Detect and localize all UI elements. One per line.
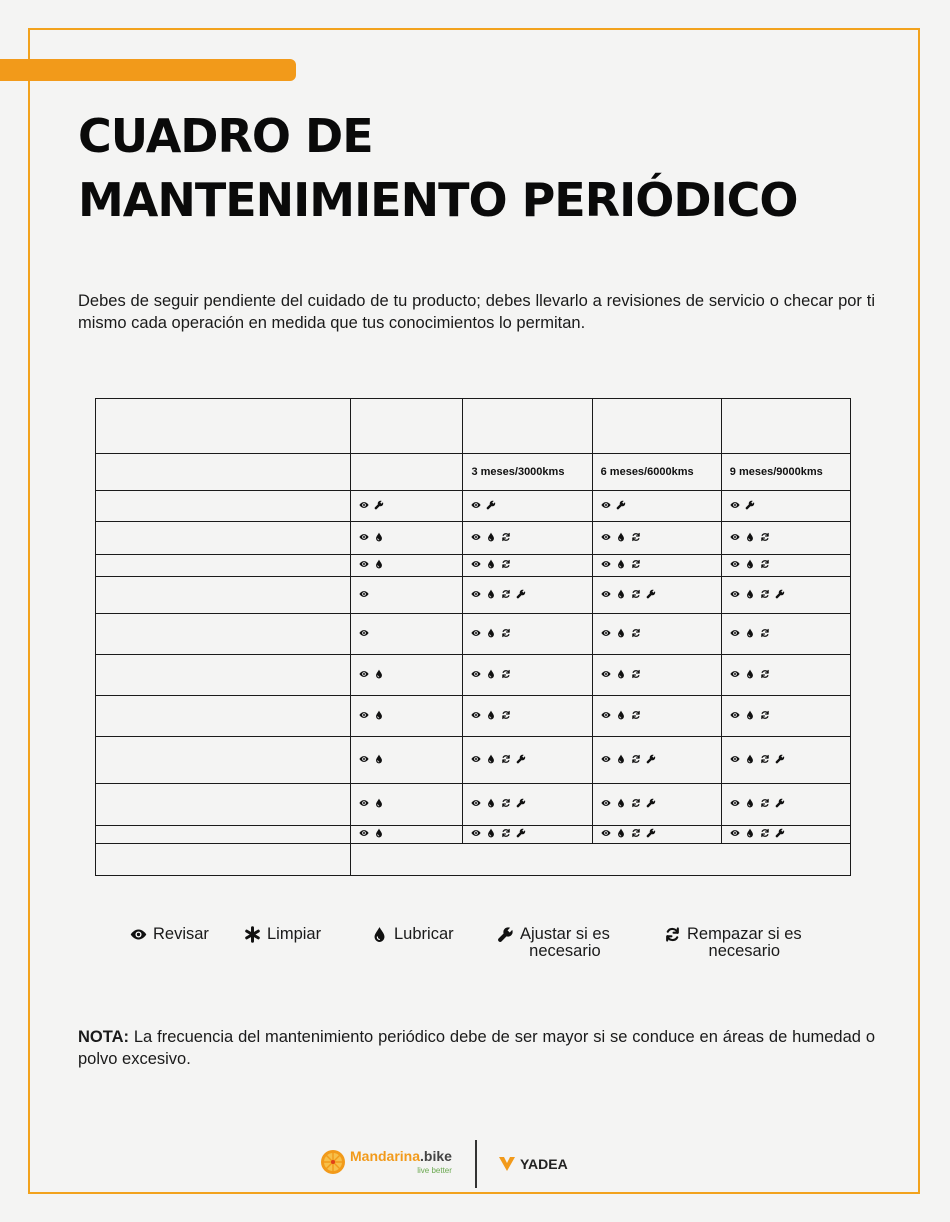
eye-icon bbox=[601, 828, 611, 838]
table-row bbox=[96, 555, 851, 577]
table-symbol-cell bbox=[463, 614, 592, 655]
legend-label: Limpiar bbox=[267, 925, 322, 943]
replace-icon bbox=[501, 532, 511, 542]
table-symbol-cell bbox=[351, 737, 463, 784]
table-symbol-cell bbox=[351, 655, 463, 696]
table-symbol-cell bbox=[592, 826, 721, 844]
table-header-row bbox=[96, 454, 851, 491]
replace-icon bbox=[501, 589, 511, 599]
drop-icon bbox=[486, 754, 496, 764]
table-symbol-cell bbox=[463, 737, 592, 784]
table-symbol-cell bbox=[721, 522, 850, 555]
table-header-spacer-cell bbox=[96, 399, 351, 454]
replace-icon bbox=[631, 798, 641, 808]
replace-icon bbox=[760, 559, 770, 569]
table-symbol-cell bbox=[592, 555, 721, 577]
note-label: NOTA: bbox=[78, 1028, 130, 1046]
mandarina-wordmark: Mandarina.bike bbox=[350, 1148, 452, 1164]
drop-icon bbox=[374, 532, 384, 542]
legend-item-reemplazar bbox=[664, 926, 802, 960]
table-symbol-cell bbox=[351, 614, 463, 655]
intro-paragraph: Debes de seguir pendiente del cuidado de tu producto; debes llevarlo a revisiones de servicio o checar por ti mismo cada operación en medida que tus conocimientos lo permitan. bbox=[78, 292, 875, 332]
eye-icon bbox=[359, 669, 369, 679]
table-item-cell bbox=[96, 696, 351, 737]
table-symbol-cell bbox=[721, 577, 850, 614]
table-header-cell: 6 meses/6000kms bbox=[592, 454, 721, 491]
table-symbol-cell bbox=[463, 491, 592, 522]
replace-icon bbox=[631, 559, 641, 569]
replace-icon bbox=[501, 710, 511, 720]
replace-icon bbox=[664, 926, 681, 943]
eye-icon bbox=[471, 798, 481, 808]
eye-icon bbox=[730, 559, 740, 569]
legend-label-line-2: necesario bbox=[708, 942, 781, 960]
wrench-icon bbox=[646, 798, 656, 808]
note-text: La frecuencia del mantenimiento periódico debe de ser mayor si se conduce en áreas de humedad o polvo excesivo. bbox=[78, 1028, 875, 1068]
mandarina-logo bbox=[320, 1148, 452, 1175]
eye-icon bbox=[601, 798, 611, 808]
replace-icon bbox=[760, 754, 770, 764]
drop-icon bbox=[486, 589, 496, 599]
eye-icon bbox=[359, 559, 369, 569]
wrench-icon bbox=[646, 828, 656, 838]
eye-icon bbox=[730, 798, 740, 808]
table-symbol-cell bbox=[721, 614, 850, 655]
eye-icon bbox=[359, 589, 369, 599]
drop-icon bbox=[616, 669, 626, 679]
drop-icon bbox=[486, 710, 496, 720]
table-symbol-cell bbox=[592, 614, 721, 655]
footer-logos bbox=[320, 1138, 580, 1190]
drop-icon bbox=[745, 628, 755, 638]
drop-icon bbox=[745, 589, 755, 599]
legend-label: Revisar bbox=[153, 925, 209, 943]
table-item-cell bbox=[96, 737, 351, 784]
yadea-emblem-icon bbox=[498, 1156, 516, 1172]
table-item-cell bbox=[96, 491, 351, 522]
wrench-icon bbox=[775, 754, 785, 764]
table-symbol-cell bbox=[463, 826, 592, 844]
drop-icon bbox=[616, 589, 626, 599]
table-row bbox=[96, 655, 851, 696]
wrench-icon bbox=[516, 589, 526, 599]
drop-icon bbox=[486, 828, 496, 838]
replace-icon bbox=[760, 798, 770, 808]
wrench-icon bbox=[516, 754, 526, 764]
table-row bbox=[96, 696, 851, 737]
title-line-1: CUADRO DE bbox=[78, 109, 373, 163]
drop-icon bbox=[374, 798, 384, 808]
eye-icon bbox=[359, 628, 369, 638]
mandarina-tagline: live better bbox=[417, 1166, 452, 1175]
eye-icon bbox=[730, 500, 740, 510]
wrench-icon bbox=[486, 500, 496, 510]
replace-icon bbox=[631, 828, 641, 838]
replace-icon bbox=[760, 669, 770, 679]
table-symbol-cell bbox=[592, 577, 721, 614]
replace-icon bbox=[631, 589, 641, 599]
eye-icon bbox=[601, 669, 611, 679]
drop-icon bbox=[745, 669, 755, 679]
drop-icon bbox=[616, 710, 626, 720]
accent-bar bbox=[0, 59, 296, 81]
eye-icon bbox=[359, 798, 369, 808]
table-symbol-cell bbox=[721, 784, 850, 826]
drop-icon bbox=[374, 754, 384, 764]
eye-icon bbox=[730, 589, 740, 599]
table-header-spacer-cell bbox=[351, 399, 463, 454]
drop-icon bbox=[486, 532, 496, 542]
table-symbol-cell bbox=[592, 696, 721, 737]
orange-icon bbox=[320, 1149, 346, 1175]
drop-icon bbox=[371, 926, 388, 943]
legend-item-limpiar bbox=[244, 926, 321, 943]
table-row bbox=[96, 491, 851, 522]
table-symbol-cell bbox=[721, 696, 850, 737]
table-footer-row bbox=[96, 844, 851, 876]
table-header-spacer-row bbox=[96, 399, 851, 454]
table-symbol-cell bbox=[592, 655, 721, 696]
wrench-icon bbox=[374, 500, 384, 510]
wrench-icon bbox=[616, 500, 626, 510]
table-row bbox=[96, 614, 851, 655]
replace-icon bbox=[501, 828, 511, 838]
eye-icon bbox=[730, 754, 740, 764]
eye-icon bbox=[471, 669, 481, 679]
eye-icon bbox=[730, 828, 740, 838]
drop-icon bbox=[616, 559, 626, 569]
wrench-icon bbox=[497, 926, 514, 943]
table-header-spacer-cell bbox=[592, 399, 721, 454]
table-item-cell bbox=[96, 655, 351, 696]
replace-icon bbox=[760, 589, 770, 599]
table-symbol-cell bbox=[463, 577, 592, 614]
replace-icon bbox=[760, 828, 770, 838]
table-symbol-cell bbox=[721, 737, 850, 784]
eye-icon bbox=[471, 754, 481, 764]
table-symbol-cell bbox=[721, 826, 850, 844]
table-symbol-cell bbox=[351, 696, 463, 737]
wrench-icon bbox=[745, 500, 755, 510]
replace-icon bbox=[631, 628, 641, 638]
table-symbol-cell bbox=[463, 655, 592, 696]
eye-icon bbox=[471, 628, 481, 638]
eye-icon bbox=[730, 532, 740, 542]
legend-label-line-1: Rempazar si es bbox=[687, 925, 802, 943]
eye-icon bbox=[359, 754, 369, 764]
asterisk-icon bbox=[244, 926, 261, 943]
table-symbol-cell bbox=[721, 655, 850, 696]
table-symbol-cell bbox=[351, 491, 463, 522]
drop-icon bbox=[374, 669, 384, 679]
legend-label bbox=[520, 926, 610, 960]
table-symbol-cell bbox=[351, 826, 463, 844]
eye-icon bbox=[359, 828, 369, 838]
wrench-icon bbox=[775, 828, 785, 838]
replace-icon bbox=[760, 628, 770, 638]
wrench-icon bbox=[646, 754, 656, 764]
drop-icon bbox=[616, 798, 626, 808]
eye-icon bbox=[601, 628, 611, 638]
eye-icon bbox=[730, 628, 740, 638]
table-item-cell bbox=[96, 844, 351, 876]
table-item-cell bbox=[96, 522, 351, 555]
eye-icon bbox=[601, 754, 611, 764]
eye-icon bbox=[471, 532, 481, 542]
eye-icon bbox=[601, 532, 611, 542]
eye-icon bbox=[471, 559, 481, 569]
eye-icon bbox=[471, 589, 481, 599]
table-row bbox=[96, 522, 851, 555]
drop-icon bbox=[486, 669, 496, 679]
table-symbol-cell bbox=[721, 491, 850, 522]
replace-icon bbox=[760, 710, 770, 720]
drop-icon bbox=[616, 754, 626, 764]
table-symbol-cell bbox=[463, 522, 592, 555]
table-symbol-cell bbox=[592, 491, 721, 522]
eye-icon bbox=[601, 500, 611, 510]
page-title bbox=[78, 104, 798, 232]
replace-icon bbox=[501, 798, 511, 808]
legend-label-line-2: necesario bbox=[529, 942, 601, 960]
table-row bbox=[96, 577, 851, 614]
drop-icon bbox=[745, 828, 755, 838]
legend-label: Lubricar bbox=[394, 925, 454, 943]
table-row bbox=[96, 784, 851, 826]
yadea-logo bbox=[498, 1156, 568, 1172]
table-header-cell bbox=[96, 454, 351, 491]
footer-divider bbox=[475, 1140, 477, 1188]
replace-icon bbox=[631, 669, 641, 679]
table-item-cell bbox=[96, 826, 351, 844]
legend bbox=[0, 926, 950, 966]
replace-icon bbox=[501, 559, 511, 569]
wrench-icon bbox=[516, 798, 526, 808]
eye-icon bbox=[730, 710, 740, 720]
table-row bbox=[96, 737, 851, 784]
table-item-cell bbox=[96, 784, 351, 826]
eye-icon bbox=[471, 500, 481, 510]
wrench-icon bbox=[646, 589, 656, 599]
replace-icon bbox=[760, 532, 770, 542]
eye-icon bbox=[601, 710, 611, 720]
wrench-icon bbox=[775, 798, 785, 808]
table-symbol-cell bbox=[463, 555, 592, 577]
table-symbol-cell bbox=[721, 555, 850, 577]
replace-icon bbox=[501, 669, 511, 679]
table-symbol-cell bbox=[351, 577, 463, 614]
drop-icon bbox=[616, 628, 626, 638]
legend-label-line-1: Ajustar si es bbox=[520, 925, 610, 943]
legend-item-revisar bbox=[130, 926, 209, 943]
table-symbol-cell bbox=[351, 555, 463, 577]
table-item-cell bbox=[96, 614, 351, 655]
eye-icon bbox=[359, 532, 369, 542]
legend-item-lubricar bbox=[371, 926, 454, 943]
eye-icon bbox=[601, 589, 611, 599]
replace-icon bbox=[631, 754, 641, 764]
drop-icon bbox=[745, 798, 755, 808]
title-line-2: MANTENIMIENTO PERIÓDICO bbox=[78, 173, 798, 227]
drop-icon bbox=[486, 798, 496, 808]
eye-icon bbox=[471, 710, 481, 720]
eye-icon bbox=[359, 500, 369, 510]
table-header-cell: 3 meses/3000kms bbox=[463, 454, 592, 491]
replace-icon bbox=[631, 532, 641, 542]
table-row bbox=[96, 826, 851, 844]
drop-icon bbox=[486, 559, 496, 569]
table-header-cell: 9 meses/9000kms bbox=[721, 454, 850, 491]
drop-icon bbox=[616, 532, 626, 542]
replace-icon bbox=[631, 710, 641, 720]
wrench-icon bbox=[775, 589, 785, 599]
replace-icon bbox=[501, 754, 511, 764]
yadea-wordmark: YADEA bbox=[520, 1156, 568, 1172]
table-item-cell bbox=[96, 555, 351, 577]
table-symbol-cell bbox=[463, 696, 592, 737]
drop-icon bbox=[374, 828, 384, 838]
legend-item-ajustar bbox=[497, 926, 610, 960]
drop-icon bbox=[374, 710, 384, 720]
table-item-cell bbox=[96, 577, 351, 614]
eye-icon bbox=[601, 559, 611, 569]
maintenance-table bbox=[95, 398, 851, 876]
eye-icon bbox=[130, 926, 147, 943]
table-symbol-cell bbox=[351, 522, 463, 555]
eye-icon bbox=[359, 710, 369, 720]
table-symbol-cell bbox=[351, 784, 463, 826]
eye-icon bbox=[730, 669, 740, 679]
note-paragraph bbox=[78, 1026, 875, 1070]
drop-icon bbox=[745, 559, 755, 569]
drop-icon bbox=[745, 532, 755, 542]
table-header-cell bbox=[351, 454, 463, 491]
table-header-spacer-cell bbox=[721, 399, 850, 454]
drop-icon bbox=[486, 628, 496, 638]
replace-icon bbox=[501, 628, 511, 638]
table-symbol-cell bbox=[592, 784, 721, 826]
drop-icon bbox=[745, 754, 755, 764]
table-symbol-cell bbox=[592, 737, 721, 784]
table-symbol-cell bbox=[463, 784, 592, 826]
legend-label bbox=[687, 926, 802, 960]
drop-icon bbox=[616, 828, 626, 838]
drop-icon bbox=[374, 559, 384, 569]
table-header-spacer-cell bbox=[463, 399, 592, 454]
eye-icon bbox=[471, 828, 481, 838]
wrench-icon bbox=[516, 828, 526, 838]
table-merged-cell bbox=[351, 844, 851, 876]
drop-icon bbox=[745, 710, 755, 720]
table-symbol-cell bbox=[592, 522, 721, 555]
